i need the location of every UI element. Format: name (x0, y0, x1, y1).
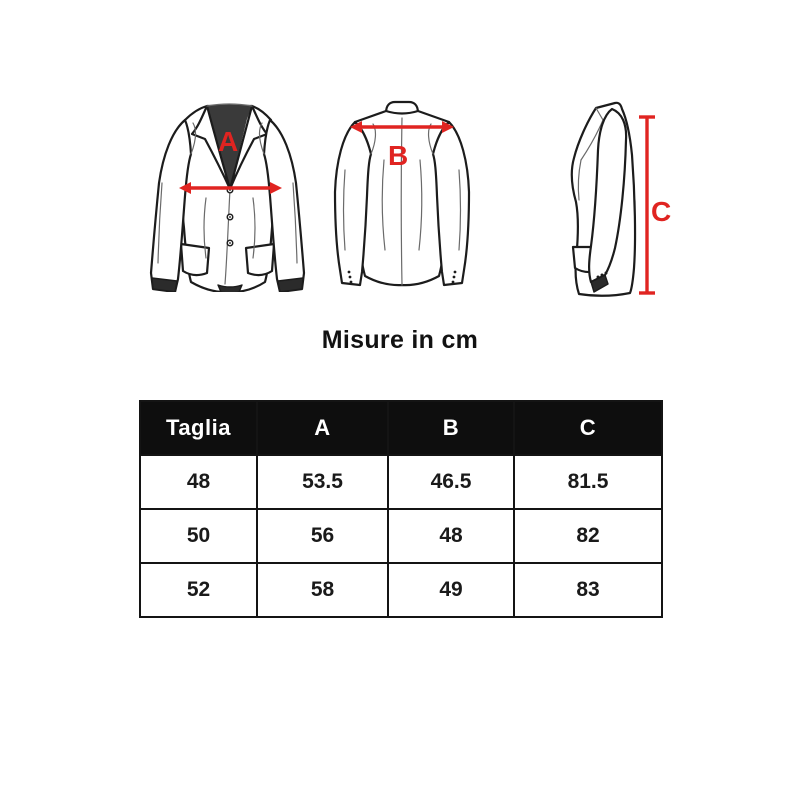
cell-size: 50 (140, 509, 257, 563)
cell-c: 82 (514, 509, 662, 563)
measure-label-c: C (651, 196, 672, 227)
header-cell-a: A (257, 401, 388, 455)
jacket-back-view (327, 100, 477, 295)
front-right-pocket (246, 244, 274, 275)
size-table (139, 400, 663, 618)
table-row (140, 455, 662, 509)
table-header-row (140, 401, 662, 455)
front-right-cuff (278, 278, 303, 292)
cell-a: 53.5 (257, 455, 388, 509)
page-title: Misure in cm (321, 326, 479, 354)
cell-a: 56 (257, 509, 388, 563)
measure-label-b: B (388, 140, 409, 171)
cell-c: 83 (514, 563, 662, 617)
cell-a: 58 (257, 563, 388, 617)
header-cell-taglia: Taglia (140, 401, 257, 455)
header-cell-b: B (388, 401, 514, 455)
measure-label-a: A (218, 126, 239, 157)
cell-size: 48 (140, 455, 257, 509)
table-row (140, 563, 662, 617)
cell-size: 52 (140, 563, 257, 617)
cell-b: 48 (388, 509, 514, 563)
size-table-header (140, 401, 662, 455)
cell-b: 46.5 (388, 455, 514, 509)
table-row (140, 509, 662, 563)
jacket-side-view (565, 100, 690, 300)
header-cell-c: C (514, 401, 662, 455)
cell-c: 81.5 (514, 455, 662, 509)
front-left-cuff (152, 278, 177, 292)
cell-b: 49 (388, 563, 514, 617)
